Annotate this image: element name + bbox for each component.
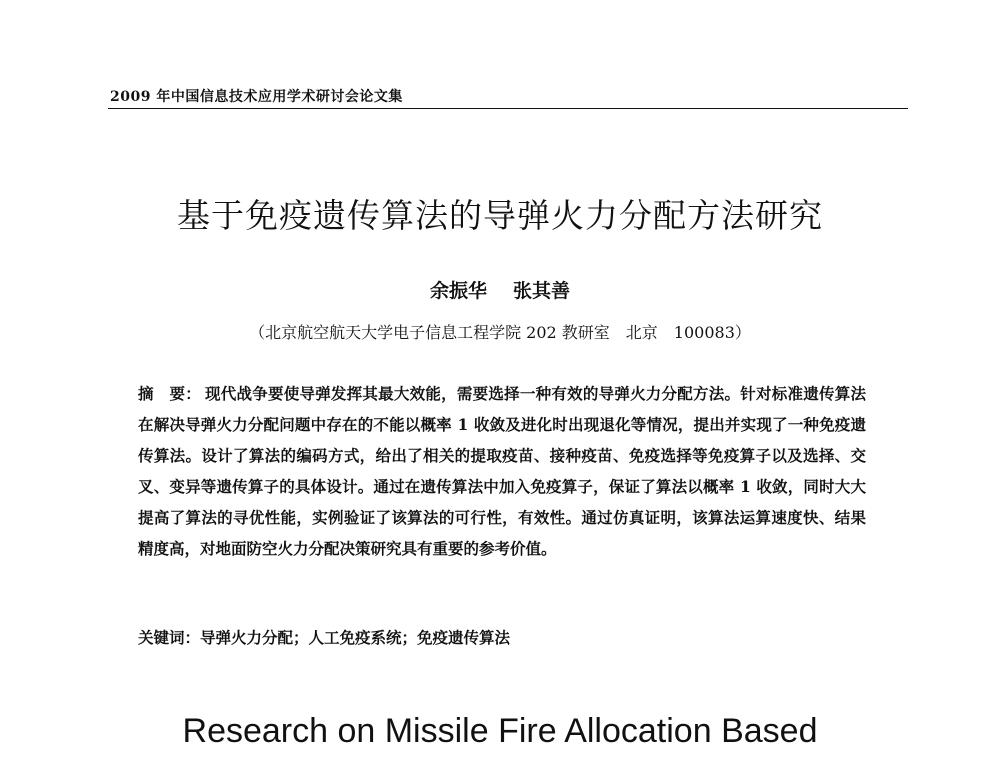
header-rule: [108, 108, 908, 109]
running-header: 2009 年中国信息技术应用学术研讨会论文集: [110, 89, 403, 105]
abstract-text: 现代战争要使导弹发挥其最大效能，需要选择一种有效的导弹火力分配方法。针对标准遗传算法在解决导弹火力分配问题中存在的不能以概率 1 收敛及进化时出现退化等情况，提出并实现了一种免疫遗传算法。设计了算法的编码方式，给出了相关的提取疫苗、接种疫苗、免疫选择等免疫算子以及选择、交叉、变异等遗传算子的具体设计。通过在遗传算法中加入免疫算子，保证了算法以概率 1 收敛，同时大大提高了算法的寻优性能，实例验证了该算法的可行性，有效性。通过仿真证明，该算法运算速度快、结果精度高，对地面防空火力分配决策研究具有重要的参考价值。: [138, 384, 866, 558]
keywords-label: 关键词：: [138, 628, 201, 647]
keywords: [138, 626, 866, 648]
paper-title-en: Research on Missile Fire Allocation Based: [182, 712, 818, 750]
abstract: [138, 378, 866, 564]
author-1: 余振华: [429, 280, 487, 302]
affiliation: （北京航空航天大学电子信息工程学院 202 教研室 北京 100083）: [249, 323, 751, 342]
paper-title-cn: 基于免疫遗传算法的导弹火力分配方法研究: [177, 196, 823, 235]
abstract-label: 摘 要：: [138, 384, 201, 403]
keywords-text: 导弹火力分配；人工免疫系统；免疫遗传算法: [200, 628, 511, 647]
author-2: 张其善: [513, 280, 571, 302]
authors: [0, 276, 1000, 303]
